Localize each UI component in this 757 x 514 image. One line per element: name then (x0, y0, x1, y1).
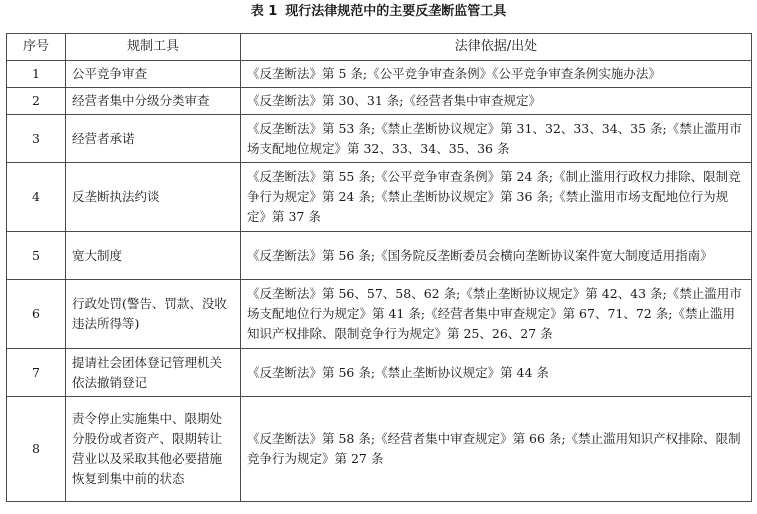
header-tool: 规制工具 (66, 34, 241, 61)
row-tool: 责令停止实施集中、限期处分股份或者资产、限期转让营业以及采取其他必要措施恢复到集中前的状态 (66, 397, 241, 502)
row-seq: 7 (7, 349, 66, 397)
row-basis: 《反垄断法》第 58 条;《经营者集中审查规定》第 66 条;《禁止滥用知识产权排除、限制竞争行为规定》第 27 条 (241, 397, 752, 502)
table-row (7, 349, 752, 397)
header-row (7, 34, 752, 61)
regulatory-tools-table (6, 33, 752, 502)
row-tool: 反垄断执法约谈 (66, 163, 241, 232)
row-tool: 经营者承诺 (66, 115, 241, 163)
table-row (7, 397, 752, 502)
table-row (7, 280, 752, 349)
row-basis: 《反垄断法》第 53 条;《禁止垄断协议规定》第 31、32、33、34、35 条;《禁止滥用市场支配地位规定》第 32、33、34、35、36 条 (241, 115, 752, 163)
row-seq: 4 (7, 163, 66, 232)
row-basis: 《反垄断法》第 56、57、58、62 条;《禁止垄断协议规定》第 42、43 条;《禁止滥用市场支配地位行为规定》第 41 条;《经营者集中审查规定》第 67、71、72 条;《禁止滥用知识产权排除、限制竞争行为规定》第 25、26、27 条 (241, 280, 752, 349)
row-seq: 8 (7, 397, 66, 502)
row-seq: 5 (7, 232, 66, 280)
table-row (7, 232, 752, 280)
row-tool: 提请社会团体登记管理机关依法撤销登记 (66, 349, 241, 397)
row-basis: 《反垄断法》第 56 条;《禁止垄断协议规定》第 44 条 (241, 349, 752, 397)
row-basis: 《反垄断法》第 5 条;《公平竞争审查条例》《公平竞争审查条例实施办法》 (241, 61, 752, 88)
row-basis: 《反垄断法》第 30、31 条;《经营者集中审查规定》 (241, 88, 752, 115)
row-seq: 3 (7, 115, 66, 163)
row-tool: 宽大制度 (66, 232, 241, 280)
table-row (7, 115, 752, 163)
row-tool: 行政处罚(警告、罚款、没收违法所得等) (66, 280, 241, 349)
table-number: 表 1 (250, 4, 278, 19)
header-seq: 序号 (7, 34, 66, 61)
table-caption (0, 4, 757, 20)
row-tool: 经营者集中分级分类审查 (66, 88, 241, 115)
row-seq: 2 (7, 88, 66, 115)
table-row (7, 163, 752, 232)
row-seq: 6 (7, 280, 66, 349)
table-row (7, 88, 752, 115)
table-row (7, 61, 752, 88)
row-basis: 《反垄断法》第 56 条;《国务院反垄断委员会横向垄断协议案件宽大制度适用指南》 (241, 232, 752, 280)
row-tool: 公平竞争审查 (66, 61, 241, 88)
table-title: 现行法律规范中的主要反垄断监管工具 (285, 4, 507, 19)
row-seq: 1 (7, 61, 66, 88)
row-basis: 《反垄断法》第 55 条;《公平竞争审查条例》第 24 条;《制止滥用行政权力排除、限制竞争行为规定》第 24 条;《禁止垄断协议规定》第 36 条;《禁止滥用市场支配地位行为规定》第 37 条 (241, 163, 752, 232)
header-basis: 法律依据/出处 (241, 34, 752, 61)
